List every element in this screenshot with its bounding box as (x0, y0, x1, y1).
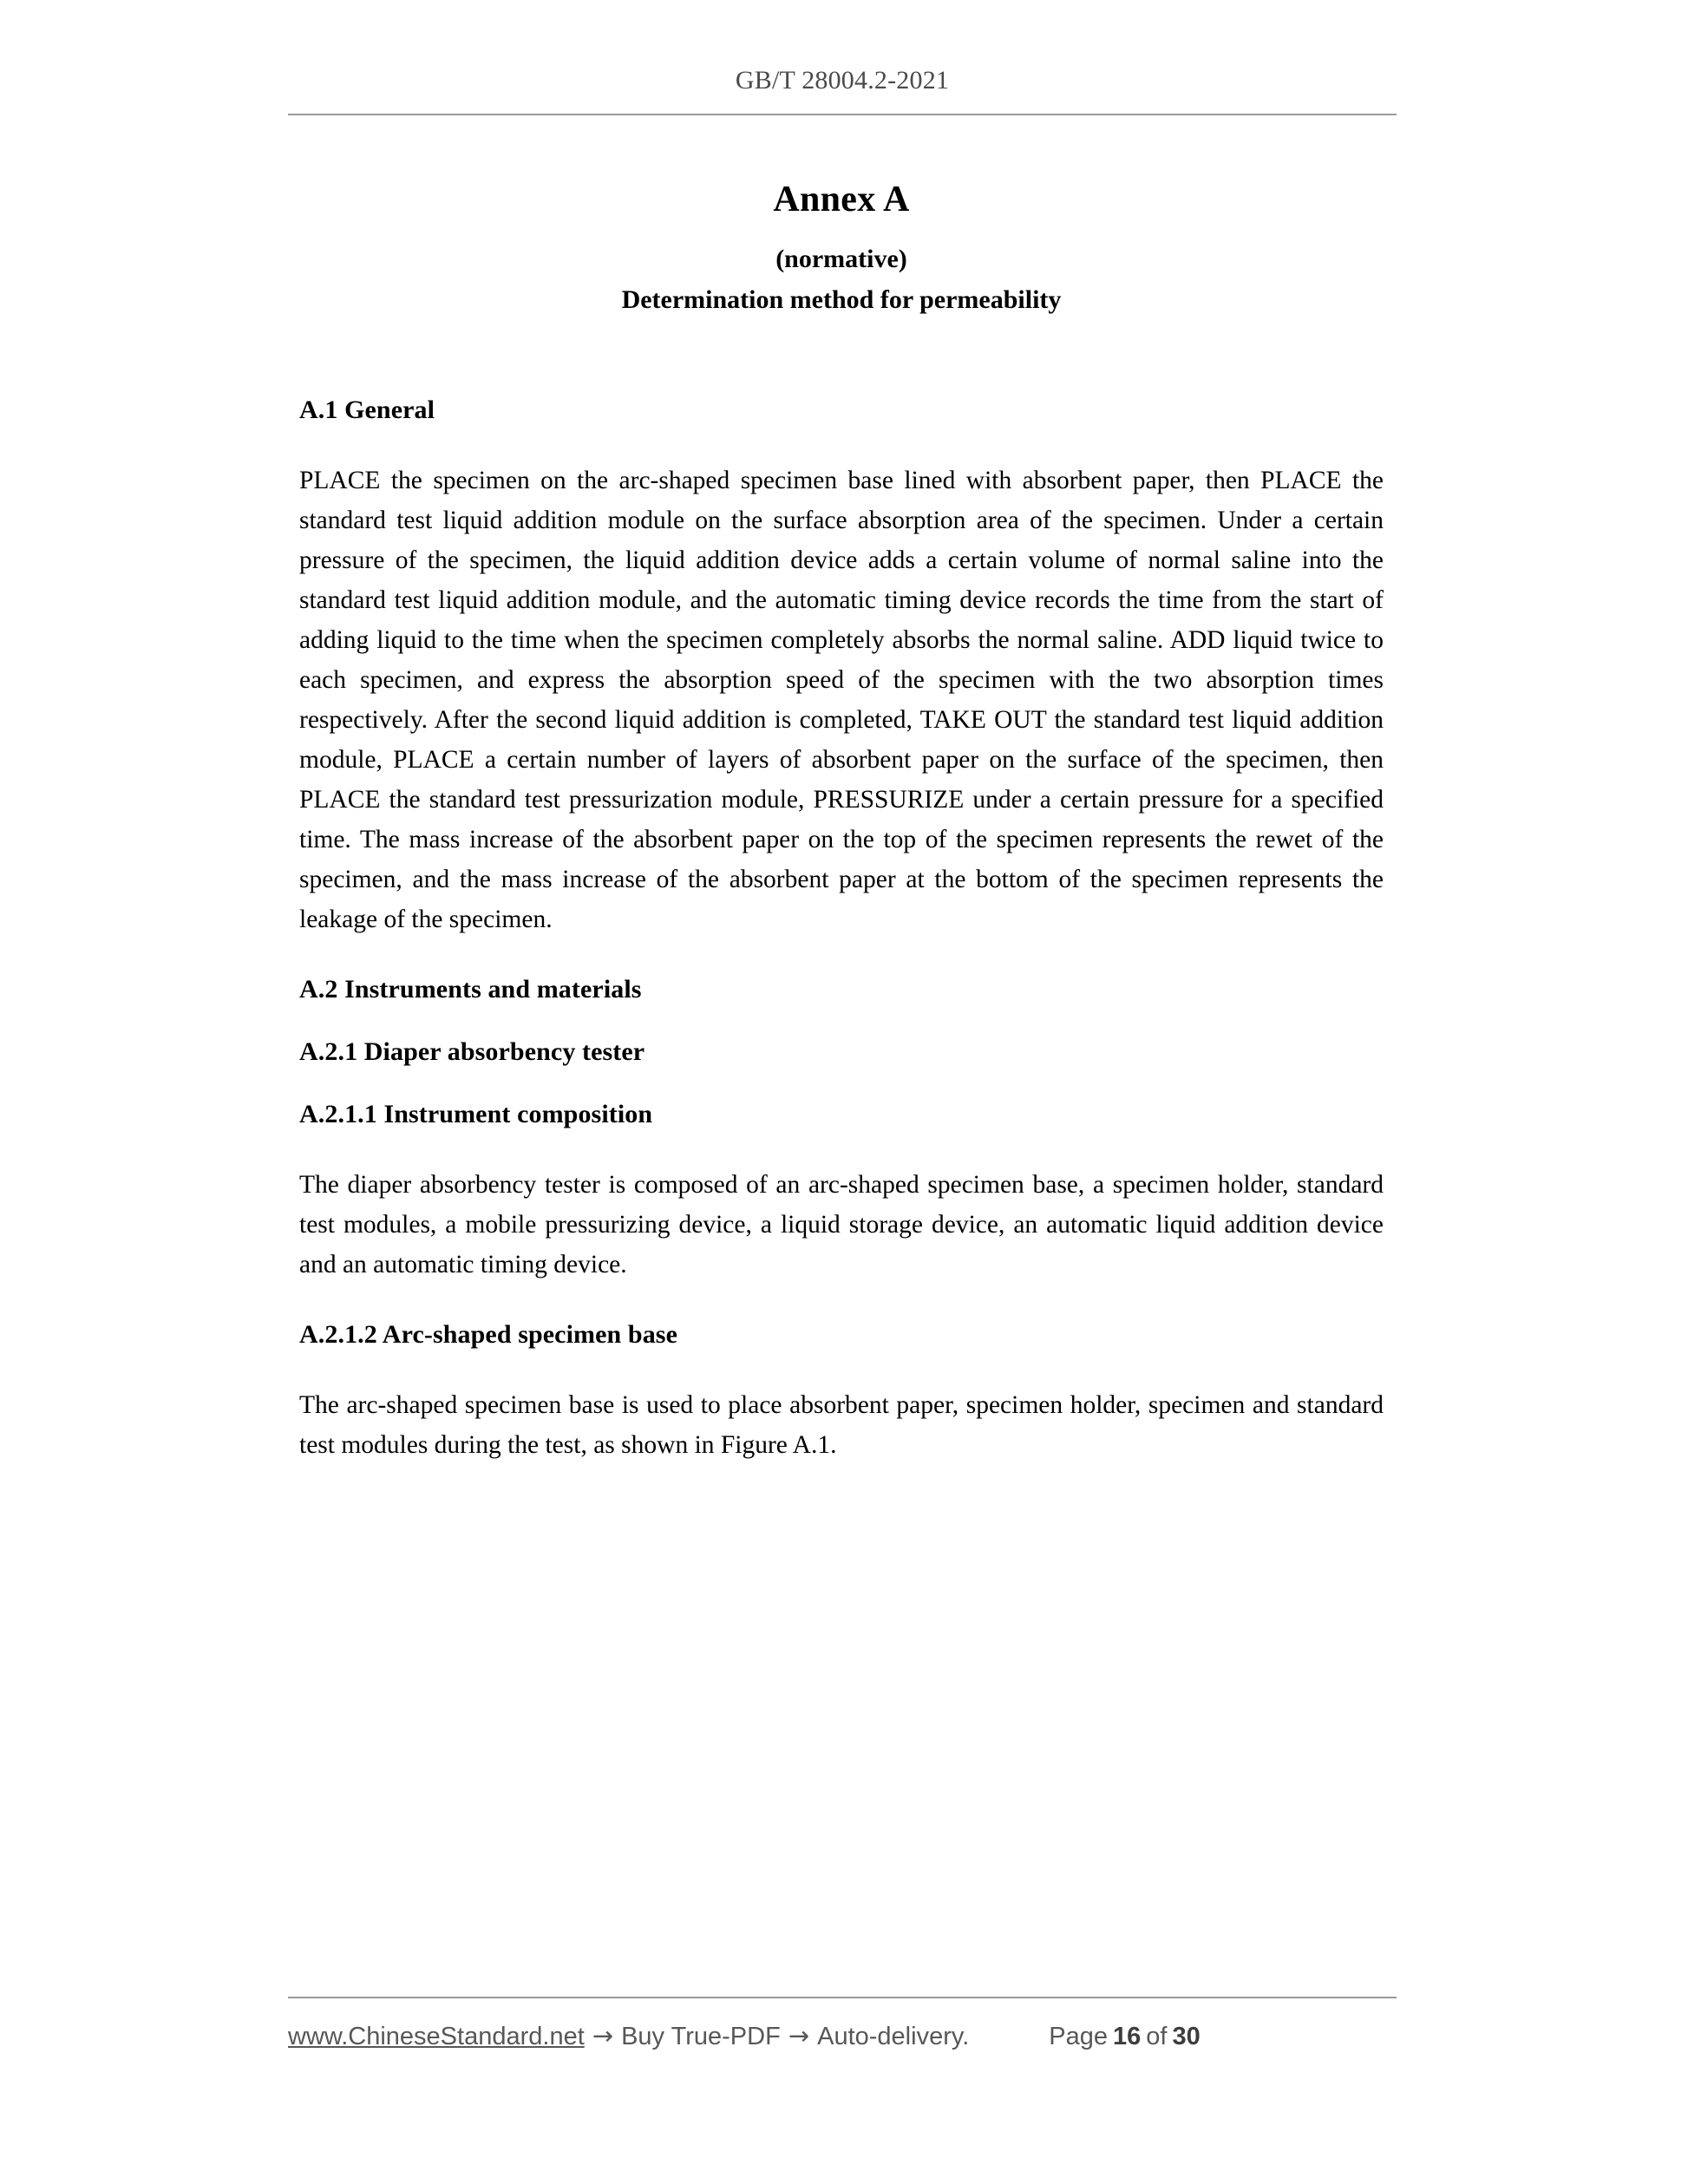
arrow-right-icon-2: → (788, 2021, 810, 2050)
paragraph-a1-general: PLACE the specimen on the arc-shaped specimen base lined with absorbent paper, then PLACE the standard test liquid addition module on the surface absorption area of the specimen. Under a certain pressure of the specimen, the liquid addition device adds a certain volume of normal saline into the standard test liquid addition module, and the automatic timing device records the time from the start of adding liquid to the time when the specimen completely absorbs the normal saline. ADD liquid twice to each specimen, and express the absorption speed of the specimen with the two absorption times respectively. After the second liquid addition is completed, TAKE OUT the standard test liquid addition module, PLACE a certain number of layers of absorbent paper on the surface of the specimen, then PLACE the standard test pressurization module, PRESSURIZE under a certain pressure for a specified time. The mass increase of the absorbent paper on the top of the specimen represents the rewet of the specimen, and the mass increase of the absorbent paper at the bottom of the specimen represents the leakage of the specimen. (299, 467, 1384, 934)
page-footer (288, 1997, 1397, 2051)
spacer-after-a2-1-heading (299, 1068, 1384, 1099)
spacer-before-a1 (299, 315, 1384, 395)
header-divider (288, 114, 1397, 115)
footer-promo (288, 2021, 969, 2051)
arrow-right-icon: → (592, 2021, 614, 2050)
heading-a1-general: A.1 General (299, 396, 435, 425)
current-page-number: 16 (1113, 2023, 1142, 2050)
heading-a2-1-1-instrument-composition: A.2.1.1 Instrument composition (299, 1100, 653, 1129)
annex-title: Annex A (773, 180, 910, 219)
document-content (299, 173, 1384, 1465)
paragraph-a2-1-1-instrument-composition: The diaper absorbency tester is composed of an arc-shaped specimen base, a specimen holder, standard test modules, a mobile pressurizing device, a liquid storage device, an automatic liquid addition device and an automatic timing device. (299, 1171, 1384, 1279)
footer-delivery-label: Auto-delivery. (817, 2023, 970, 2050)
footer-divider (288, 1997, 1397, 1998)
spacer-after-a2-1-2-heading (299, 1350, 1384, 1385)
paragraph-a2-1-2-arc-shaped-specimen-base: The arc-shaped specimen base is used to place absorbent paper, specimen holder, specimen and standard test modules during the test, as shown in Figure A.1. (299, 1391, 1384, 1460)
of-label: of (1146, 2023, 1168, 2050)
total-page-count: 30 (1172, 2023, 1201, 2050)
heading-a2-instruments-and-materials: A.2 Instruments and materials (299, 975, 642, 1004)
spacer-after-a1-paragraph (299, 939, 1384, 974)
page-indicator (1049, 2023, 1205, 2051)
spacer-after-a2-1-1-paragraph (299, 1285, 1384, 1319)
heading-a2-1-2-arc-shaped-specimen-base: A.2.1.2 Arc-shaped specimen base (299, 1320, 677, 1350)
spacer-after-a2-heading (299, 1005, 1384, 1036)
page-header (288, 66, 1397, 115)
spacer-after-a1-heading (299, 426, 1384, 461)
annex-normative-label: (normative) (775, 245, 907, 274)
annex-subtitle: Determination method for permeability (621, 284, 1062, 314)
footer-row (288, 2021, 1397, 2051)
heading-a2-1-diaper-absorbency-tester: A.2.1 Diaper absorbency tester (299, 1037, 645, 1067)
footer-buy-label: Buy True-PDF (621, 2023, 781, 2050)
spacer-after-a2-1-1-heading (299, 1130, 1384, 1165)
page-label: Page (1049, 2023, 1108, 2050)
standard-number: GB/T 28004.2-2021 (735, 66, 950, 95)
footer-website-link[interactable]: www.ChineseStandard.net (288, 2023, 585, 2050)
